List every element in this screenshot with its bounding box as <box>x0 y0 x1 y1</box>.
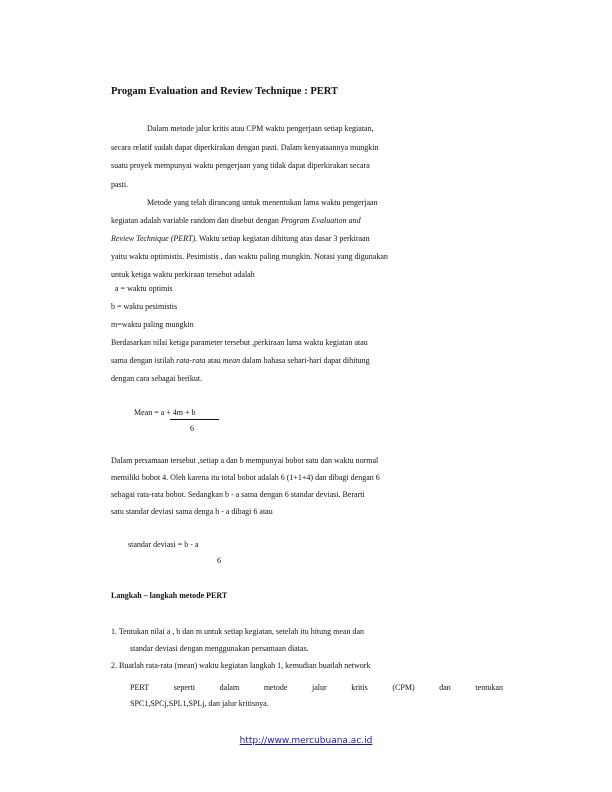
step-2-line-3: SPC1,SPCj,SPL1,SPLj, dan jalur kritisnya. <box>130 699 269 708</box>
definition-a: a = waktu optimis <box>115 284 173 293</box>
para3-line-3: dengan cara sebagai berikut. <box>111 374 203 383</box>
para2-line-1: Metode yang telah dirancang untuk menentukan lama waktu pengerjaan <box>147 198 378 207</box>
mean-formula-denominator: 6 <box>190 424 194 433</box>
para2-line-4: yaitu waktu optimistis. Pesimistis , dan waktu paling mungkin. Notasi yang digunakan <box>111 252 388 261</box>
sd-formula-denominator: 6 <box>217 556 221 565</box>
mean-italic: mean <box>222 356 241 365</box>
para4-line-4: satu standar deviasi sama denga b - a dibagi 6 atau <box>111 507 273 516</box>
para3-line-2-prefix: sama dengan istilah <box>111 356 177 365</box>
step-2-line-1: 2. Buatlah rata-rata (mean) waktu kegiatan langkah 1, kemudian buatlah network <box>111 661 371 670</box>
step-2-word: tentukan <box>475 683 503 692</box>
rata-rata-italic: rata-rata <box>176 356 206 365</box>
para3-line-2-mid: atau <box>205 356 223 365</box>
step-2-word: dan <box>439 683 451 692</box>
step-2-word: metode <box>263 683 288 692</box>
para2-line-3-text: Waktu setiap kegiatan dihitung atas dasar 3 perkiraan <box>197 234 370 243</box>
para3-line-2-rest: dalam bahasa sehari-hari dapat dihitung <box>240 356 370 365</box>
sd-formula-numerator: standar deviasi = b - a <box>128 540 199 549</box>
para2-line-2 <box>111 216 361 226</box>
steps-heading: Langkah – langkah metode PERT <box>111 591 228 600</box>
para1-line-1: Dalam metode jalur kritis atau CPM waktu pengerjaan setiap kegiatan, <box>147 124 374 133</box>
step-2-word: PERT <box>130 683 150 692</box>
definition-b: b = waktu pesimistis <box>111 302 178 311</box>
pert-name-italic: Review Technique (PERT). <box>111 234 198 243</box>
footer-link[interactable]: http://www.mercubuana.ac.id <box>239 736 373 746</box>
page-title: Progam Evaluation and Review Technique : PERT <box>111 86 338 97</box>
para4-line-1: Dalam persamaan tersebut ,setiap a dan b mempunyai bobot satu dan waktu normal <box>111 456 379 465</box>
step-2-word: seperti <box>173 683 196 692</box>
step-2-word: (CPM) <box>392 683 415 692</box>
step-1-line-1: 1. Tentukan nilai a , b dan m untuk setiap kegiatan, setelah itu hitung mean dan <box>111 627 365 636</box>
para1-line-3: suatu proyek mempunyai waktu pengerjaan yang tidak dapat diperkirakan secara <box>111 161 370 170</box>
mean-formula-fraction-bar <box>170 419 219 420</box>
step-2-word: dalam <box>219 683 240 692</box>
mean-formula-numerator: Mean = a + 4m + b <box>134 408 196 417</box>
para1-line-4: pasti. <box>111 180 129 189</box>
para2-line-2-text: kegiatan adalah variable random dan disebut dengan <box>111 216 281 225</box>
definition-m: m=waktu paling mungkin <box>111 320 194 329</box>
para2-line-3 <box>111 234 370 244</box>
para3-line-2 <box>111 356 370 366</box>
para4-line-2: memiliki bobot 4. Oleh karena itu total bobot adalah 6 (1+1+4) dan dibagi dengan 6 <box>111 473 380 482</box>
para4-line-3: sebagai rata-rata bobot. Sedangkan b - a sama dengan 6 standar deviasi. Berarti <box>111 490 365 499</box>
para1-line-2: secara relatif sudah dapat diperkirakan dengan pasti. Dalam kenyataannya mungkin <box>111 143 379 152</box>
step-2-line-2 <box>130 683 503 693</box>
step-1-line-2: standar deviasi dengan menggunakan persamaan diatas. <box>130 644 309 653</box>
step-2-word: kritis <box>351 683 368 692</box>
para2-line-5: untuk ketiga waktu perkiraan tersebut adalah <box>111 270 255 279</box>
program-name-italic: Program Evaluation and <box>280 216 361 225</box>
step-2-word: jalur <box>312 683 327 692</box>
para3-line-1: Berdasarkan nilai ketiga parameter tersebut ,perkiraan lama waktu kegiatan atau <box>111 338 368 347</box>
